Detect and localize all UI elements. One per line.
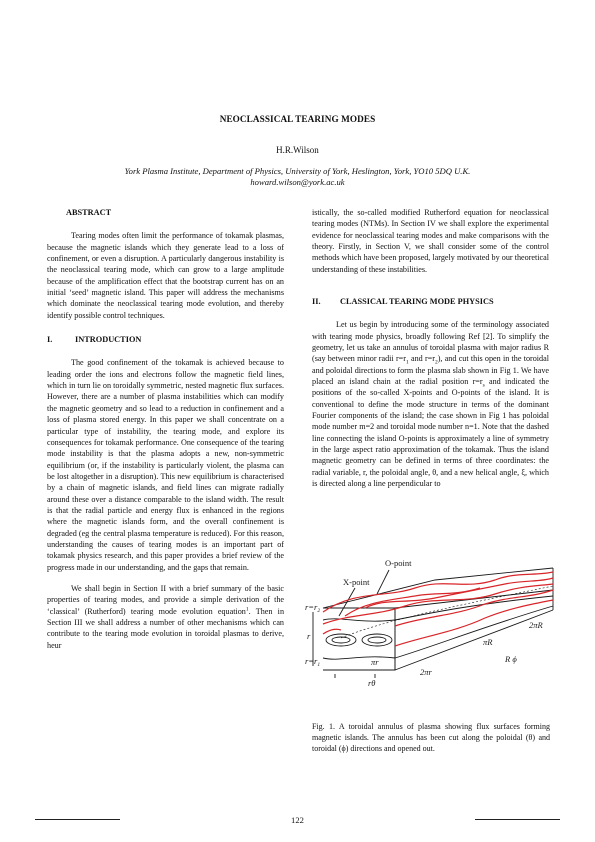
side-flux-surface-2 [395, 606, 553, 658]
paper-title: NEOCLASSICAL TEARING MODES [219, 114, 376, 124]
section-2-paragraph-1-b: and r=r [408, 354, 435, 364]
island-top-lower [323, 584, 553, 624]
two-pi-r-label: 2πr [420, 667, 432, 677]
section-1-paragraph-1: The good confinement of the tokamak is achieved because to leading order the ions and electrons follow the magnetic field lines, which in turn lie on toroidally symmetric, nested magnetic flux surfaces. However, there are a number of plasma instabilities which can modify the magnetic geometry and so lead to a reduction in confinement and a loss of plasma stored energy. In this paper we shall concentrate on a particular type of instability, the tearing mode, and explore its consequences for tokamak performance. One consequence of the tearing mode instability is that the plasma adopts a new, non-symmetric equilibrium (or, if the instability is particularly violent, the plasma can be lost altogether in a disruption). This new equilibrium is characterised by a chain of magnetic islands, and field lines can migrate radially around these over a distance comparable to the island width. The result is that the radial particle and energy flux is enhanced in the regions where the magnetic islands form, and the overall confinement is degraded (eg the central plasma temperature is reduced). For this reason, understanding the causes of tearing modes is an important part of tokamak physics research, and this paper provides a brief review of the progress made in our understanding, and the gaps that remain. [47, 358, 284, 572]
front-island-2 [362, 634, 392, 646]
author-email[interactable]: howard.wilson@york.ac.uk [250, 177, 345, 188]
section-1-paragraph-2-continued-a: . Then in Section III we shall address a number of other mechanisms which can contribute to the tearing mode evolution in toroidal plasmas to derive, heur [47, 606, 285, 650]
affiliation: York Plasma Institute, Department of Physics, University of York, Heslington, York, YO10 5DQ U.K. [124, 166, 471, 176]
section-2-title: CLASSICAL TEARING MODE PHYSICS [340, 297, 494, 306]
figure-1 [305, 550, 567, 722]
right-column-body [312, 296, 549, 490]
subscript-s: s [482, 382, 485, 389]
abstract-heading: ABSTRACT [66, 208, 112, 217]
island-front-loop [323, 629, 341, 634]
section-1-paragraph-2-continued: istically, the so-called modified Rutherford equation for neoclassical tearing modes (NTMs). In Section IV we shall explore the experimental evidence for neoclassical tearing modes and make comparisons with the theory. Firstly, in Section V, we shall consider some of the control methods which have been proposed, largely motivated by our theoretical understanding of these instabilities. [312, 208, 549, 274]
toroidal-annulus-diagram [305, 550, 567, 722]
subscript-1: 1 [405, 360, 409, 366]
two-pi-R-label: 2πR [529, 620, 543, 630]
affiliation-block [60, 166, 535, 189]
section-2-paragraph-1-d: and indicated the positions of the so-called X-points and O-points of the island. It is conventional to define the mode structure in terms of the dominant Fourier components of the island; the case shown in Fig 1 has poloidal mode number m=2 and toroidal mode number n=1. Note that the dashed line connecting the island O-points is approximately a line of symmetry in the large aspect ratio approximation of the tokamak. Thus the island magnetic geometry can be defined in terms of three coordinates: the radial variable, r, the poloidal angle, θ, and a new helical angle, ξ, which is directed along a line perpendicular to [312, 377, 549, 489]
section-1-heading [47, 334, 284, 345]
section-1-paragraph-2 [47, 583, 284, 651]
subscript-2: 2 [434, 360, 438, 366]
section-1-paragraph-2-start: We shall begin in Section II with a brief summary of the basic properties of tearing modes, and provide a simple derivation of the ‘classical’ (Rutherford) tearing mode evolution equation [47, 583, 284, 616]
reference-marker: 1 [245, 605, 249, 612]
section-2-paragraph-1 [312, 319, 549, 489]
section-2-number: II. [312, 297, 321, 306]
front-island-2-inner [368, 637, 386, 643]
opoint-pointer [377, 570, 389, 594]
slab-bottom-edge [395, 610, 553, 670]
section-2-paragraph-1-c: ), and cut this open in the toroidal and poloidal directions to form the plasma slab shown in Fig 1. We have placed an island chain at the radial position r=r [312, 354, 549, 387]
xpoint-label: X-point [343, 577, 370, 587]
R-phi-label: R ϕ [505, 654, 517, 664]
front-island-1 [326, 634, 356, 646]
author-name: H.R.Wilson [276, 145, 319, 155]
left-column [47, 207, 284, 651]
section-2-paragraph-1-a: Let us begin by introducing some of the terminology associated with tearing mode physics, broadly following Ref [2]. To simplify the geometry, let us take an annulus of toroidal plasma with major radius R (say between minor radii r=r [312, 320, 549, 364]
page-number: 122 [291, 815, 304, 825]
abstract-text: Tearing modes often limit the performance of tokamak plasmas, because the magnetic islands which they generate lead to a loss of confinement, or even a disruption. A particularly dangerous instability is the neoclassical tearing mode, which can grow to a large amplitude because of the amplification effect that the bootstrap current has on an initial ‘seed’ magnetic island. This paper will address the mechanisms which dominate the neoclassical tearing mode evolution, and thereby identify possible control techniques. [47, 231, 284, 320]
r2-label: $r=r_2$ [305, 602, 321, 614]
section-1-title: INTRODUCTION [75, 335, 142, 345]
figure-1-caption: Fig. 1. A toroidal annulus of plasma showing flux surfaces forming magnetic islands. The annulus has been cut along the poloidal (θ) and toroidal (ϕ) directions and opened out. [312, 722, 550, 753]
section-1-number: I. [47, 335, 53, 345]
pi-R-label: πR [483, 637, 493, 647]
r-label: r [307, 631, 311, 641]
front-flux-surface-2 [323, 657, 395, 659]
r-theta-label: rθ [368, 678, 376, 688]
right-column-top [312, 207, 549, 287]
slab-front-face [323, 608, 395, 670]
section-2-heading [312, 296, 549, 307]
r1-label: $r=r_1$ [305, 656, 321, 668]
opoint-label: O-point [385, 558, 412, 568]
pi-r-label: πr [371, 657, 379, 667]
